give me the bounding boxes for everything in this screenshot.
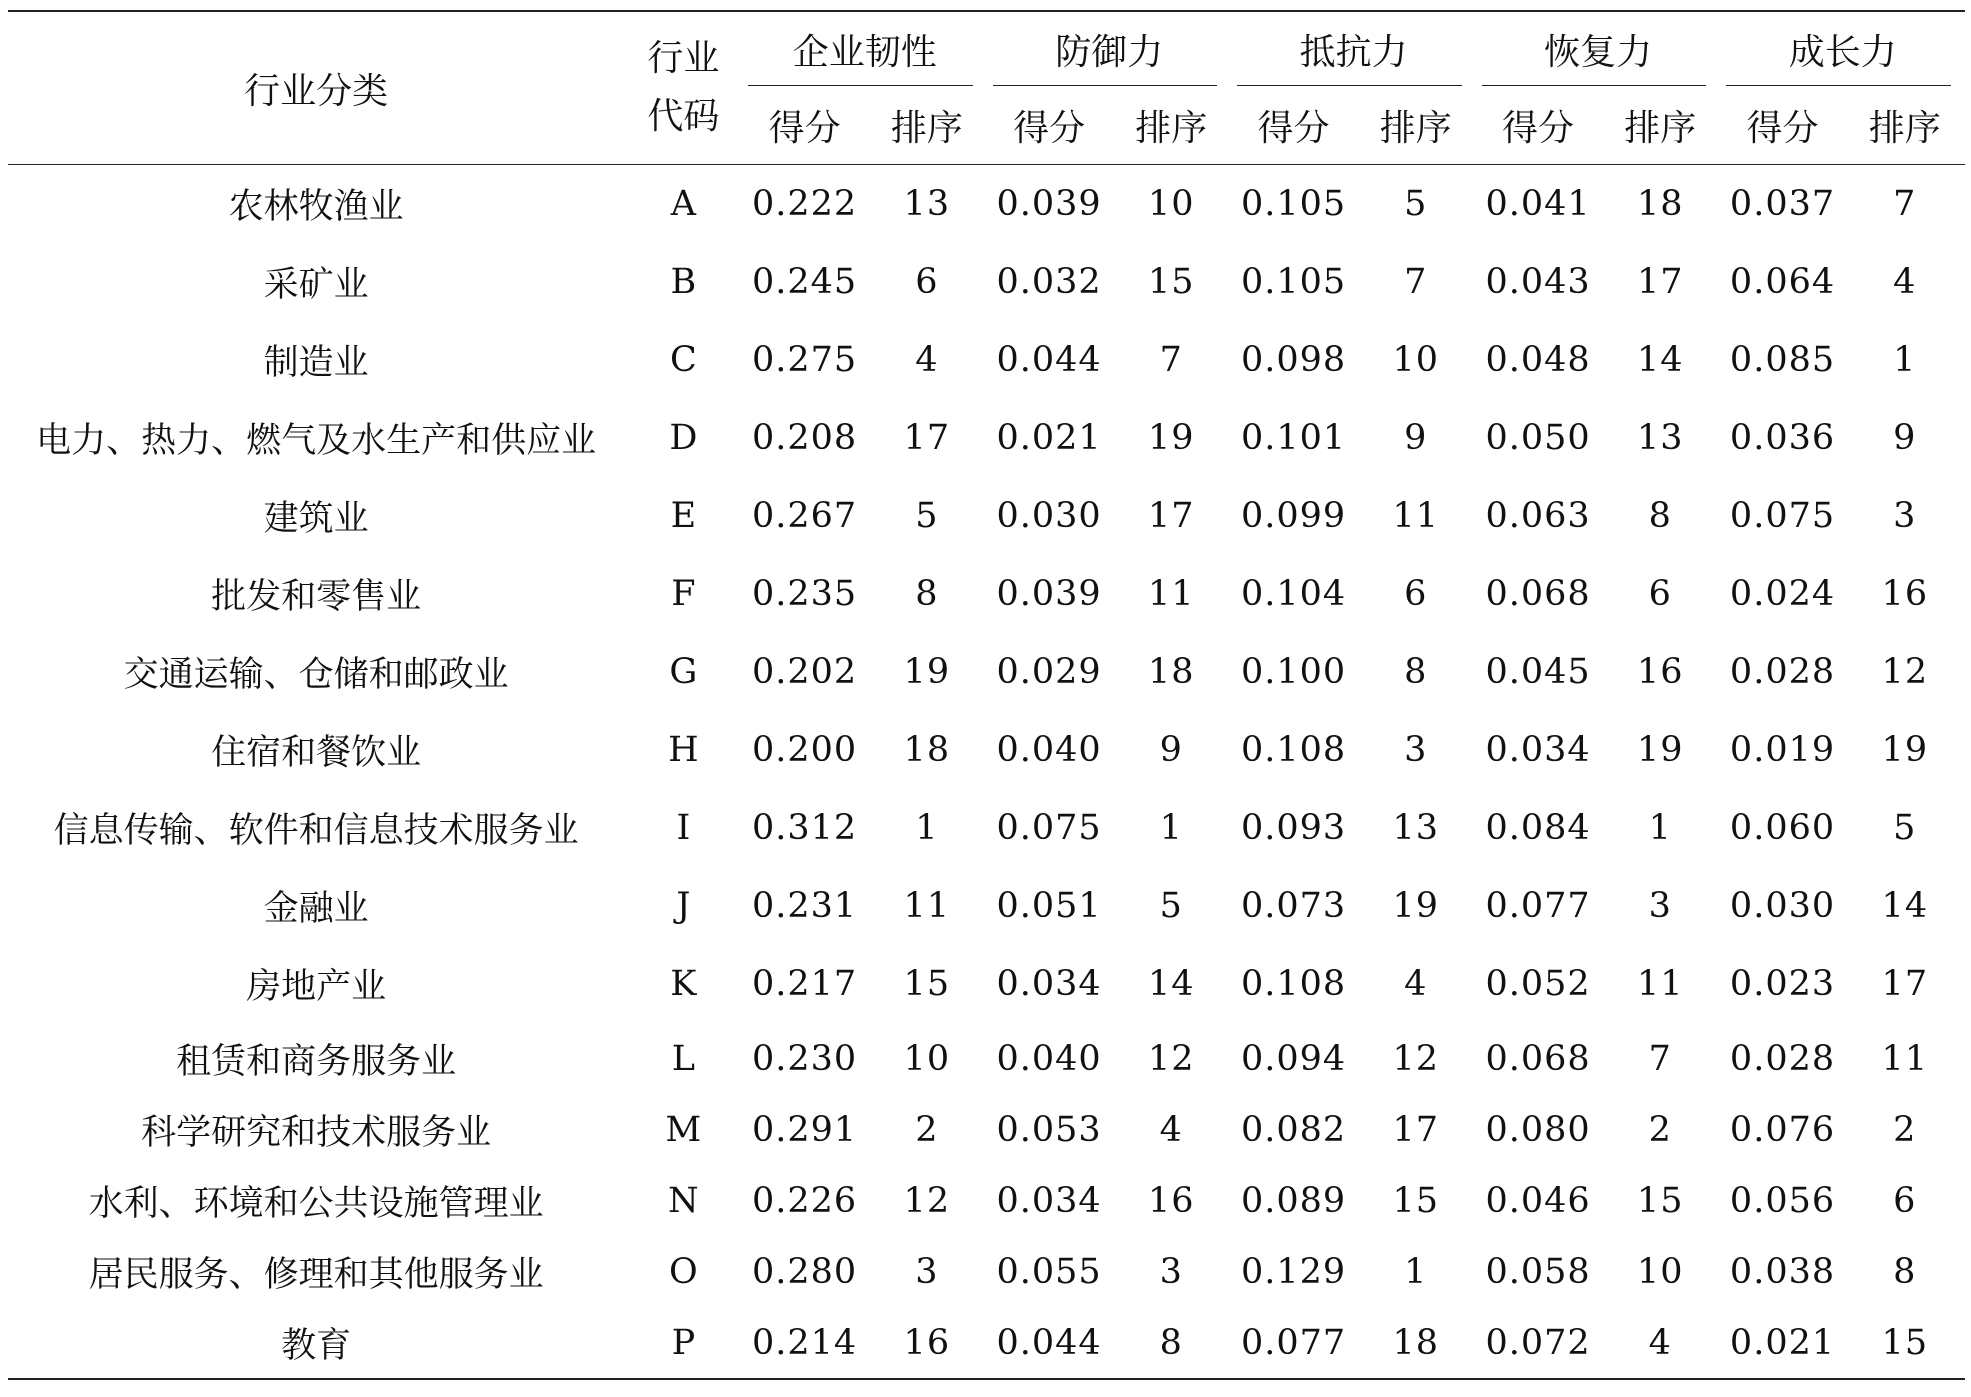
cell-defense-rank: 19: [1148, 418, 1195, 458]
cell-recovery-score: 0.041: [1485, 184, 1591, 224]
table-row: [8, 399, 1965, 477]
header-score: 得分: [987, 86, 1111, 165]
cell-growth-score: 0.021: [1720, 1307, 1844, 1379]
cell-recovery-rank: 10: [1637, 1251, 1684, 1292]
cell-recovery-rank: 16: [1637, 652, 1684, 692]
header-group-resilience: [742, 11, 986, 86]
cell-resistance-score: 0.108: [1240, 964, 1347, 1004]
cell-growth-rank: 15: [1845, 1307, 1965, 1379]
cell-resilience-rank: 15: [903, 964, 951, 1004]
cell-recovery-rank: 3: [1648, 886, 1672, 926]
cell-resistance-rank: 6: [1404, 574, 1428, 614]
cell-resilience-score: 0.280: [751, 1251, 858, 1292]
cell-defense-score: 0.051: [996, 886, 1102, 926]
header-score: 得分: [1231, 86, 1355, 165]
header-group-recovery: [1476, 11, 1720, 86]
cell-defense-score: 0.030: [996, 496, 1102, 536]
table-row: [8, 867, 1965, 945]
cell-resistance-score: 0.094: [1240, 1038, 1347, 1079]
cell-growth-score: 0.024: [1729, 574, 1836, 614]
cell-defense-score: 0.032: [996, 262, 1102, 302]
cell-industry-name: 农林牧渔业: [228, 187, 404, 227]
cell-growth-rank: 5: [1893, 808, 1917, 848]
cell-recovery-score: 0.068: [1485, 1038, 1591, 1079]
cell-defense-rank: 17: [1148, 496, 1195, 536]
header-rank: 排序: [1600, 86, 1720, 165]
cell-recovery-score: 0.050: [1485, 418, 1591, 458]
cell-defense-rank: 15: [1148, 262, 1195, 302]
cell-growth-rank: 7: [1893, 184, 1917, 224]
cell-growth-rank: 17: [1881, 964, 1929, 1004]
cell-resistance-score: 0.108: [1240, 730, 1347, 770]
cell-defense-score: 0.053: [996, 1109, 1102, 1150]
cell-recovery-rank: 11: [1637, 964, 1684, 1004]
header-rank: 排序: [1845, 86, 1965, 165]
cell-industry-code: P: [624, 1307, 742, 1379]
cell-industry-code: B: [670, 262, 697, 302]
cell-resilience-rank: 11: [903, 886, 951, 926]
cell-growth-score: 0.030: [1729, 886, 1836, 926]
header-score: 得分: [1720, 86, 1844, 165]
cell-defense-rank: 3: [1159, 1251, 1183, 1292]
table-row: [8, 321, 1965, 399]
cell-recovery-score: 0.048: [1485, 340, 1591, 380]
header-row-groups: [8, 11, 1965, 86]
cell-recovery-score: 0.084: [1485, 808, 1591, 848]
cell-growth-rank: 8: [1893, 1251, 1917, 1292]
cell-growth-rank: 6: [1893, 1180, 1917, 1221]
header-group-resistance: [1231, 11, 1475, 86]
cell-resilience-score: 0.217: [751, 964, 858, 1004]
cell-resistance-score: 0.077: [1231, 1307, 1355, 1379]
table-header: [8, 11, 1965, 165]
cell-defense-rank: 1: [1159, 808, 1183, 848]
cell-industry-name: 居民服务、修理和其他服务业: [88, 1254, 544, 1295]
cell-industry-code: K: [670, 964, 697, 1004]
cell-defense-score: 0.021: [996, 418, 1102, 458]
cell-defense-rank: 14: [1148, 964, 1195, 1004]
cell-growth-score: 0.075: [1729, 496, 1836, 536]
cell-resilience-score: 0.235: [751, 574, 858, 614]
cell-growth-rank: 16: [1881, 574, 1929, 614]
cell-industry-name: 建筑业: [263, 499, 369, 539]
table-row: [8, 1165, 1965, 1236]
cell-defense-score: 0.034: [996, 1180, 1102, 1221]
cell-recovery-score: 0.068: [1485, 574, 1591, 614]
cell-growth-score: 0.060: [1729, 808, 1836, 848]
cell-recovery-rank: 17: [1637, 262, 1684, 302]
cell-recovery-rank: 15: [1637, 1180, 1684, 1221]
cell-growth-rank: 2: [1893, 1109, 1917, 1150]
cell-recovery-rank: 2: [1648, 1109, 1672, 1150]
header-score: 得分: [742, 86, 866, 165]
cell-resistance-score: 0.099: [1240, 496, 1347, 536]
cell-defense-rank: 16: [1148, 1180, 1195, 1221]
header-code-line1: 行业: [647, 38, 720, 79]
cell-resistance-score: 0.105: [1240, 184, 1347, 224]
cell-growth-rank: 12: [1881, 652, 1929, 692]
cell-defense-score: 0.055: [996, 1251, 1102, 1292]
cell-defense-score: 0.039: [996, 184, 1102, 224]
table-row: [8, 477, 1965, 555]
header-group-growth: [1720, 11, 1965, 86]
cell-growth-score: 0.085: [1729, 340, 1836, 380]
cell-resistance-score: 0.129: [1240, 1251, 1347, 1292]
cell-growth-score: 0.037: [1729, 184, 1836, 224]
cell-recovery-rank: 18: [1637, 184, 1684, 224]
cell-recovery-rank: 13: [1637, 418, 1684, 458]
cell-industry-name: 科学研究和技术服务业: [141, 1112, 492, 1153]
cell-recovery-score: 0.072: [1476, 1307, 1600, 1379]
header-industry-code: [624, 11, 742, 165]
cell-recovery-rank: 1: [1648, 808, 1672, 848]
cell-resilience-score: 0.275: [751, 340, 858, 380]
cell-defense-score: 0.075: [996, 808, 1102, 848]
cell-resistance-score: 0.089: [1240, 1180, 1347, 1221]
cell-resilience-rank: 5: [915, 496, 939, 536]
header-score: 得分: [1476, 86, 1600, 165]
header-group-label: 恢复力: [1544, 31, 1653, 73]
cell-resistance-rank: 10: [1392, 340, 1440, 380]
table-row: [8, 711, 1965, 789]
cell-resilience-rank: 2: [915, 1109, 939, 1150]
cell-defense-score: 0.044: [987, 1307, 1111, 1379]
cell-industry-name: 水利、环境和公共设施管理业: [88, 1183, 544, 1224]
cell-growth-score: 0.056: [1729, 1180, 1836, 1221]
table-row: [8, 1307, 1965, 1379]
cell-defense-score: 0.039: [996, 574, 1102, 614]
cell-resilience-rank: 3: [915, 1251, 939, 1292]
cell-recovery-score: 0.063: [1485, 496, 1591, 536]
cell-growth-rank: 1: [1893, 340, 1917, 380]
cell-recovery-rank: 8: [1648, 496, 1672, 536]
cell-resilience-rank: 13: [903, 184, 951, 224]
table-body: [8, 165, 1965, 1380]
cell-recovery-score: 0.052: [1485, 964, 1591, 1004]
industry-resilience-table: [8, 10, 1965, 1380]
cell-defense-rank: 10: [1148, 184, 1195, 224]
cell-resilience-score: 0.245: [751, 262, 858, 302]
cell-recovery-score: 0.080: [1485, 1109, 1591, 1150]
cell-growth-score: 0.019: [1729, 730, 1836, 770]
cell-defense-score: 0.044: [996, 340, 1102, 380]
header-rank: 排序: [1111, 86, 1231, 165]
cell-industry-code: O: [669, 1251, 698, 1292]
cell-industry-name: 金融业: [263, 889, 369, 929]
cell-resilience-score: 0.208: [751, 418, 858, 458]
cell-industry-name: 住宿和餐饮业: [211, 733, 422, 773]
cell-growth-score: 0.028: [1729, 652, 1836, 692]
table-row: [8, 1094, 1965, 1165]
cell-industry-code: N: [668, 1180, 699, 1221]
cell-resilience-rank: 6: [915, 262, 939, 302]
cell-defense-rank: 12: [1148, 1038, 1195, 1079]
table-row: [8, 633, 1965, 711]
cell-industry-code: G: [669, 652, 698, 692]
cell-resistance-rank: 19: [1392, 886, 1440, 926]
cell-resistance-score: 0.101: [1240, 418, 1347, 458]
cell-growth-rank: 11: [1881, 1038, 1929, 1079]
cell-resilience-rank: 18: [903, 730, 951, 770]
cell-defense-rank: 8: [1111, 1307, 1231, 1379]
cell-resistance-score: 0.104: [1240, 574, 1347, 614]
cell-resilience-rank: 8: [915, 574, 939, 614]
table-row: [8, 1023, 1965, 1094]
cell-resistance-score: 0.098: [1240, 340, 1347, 380]
cell-defense-score: 0.034: [996, 964, 1102, 1004]
header-group-label: 防御力: [1055, 31, 1164, 73]
header-industry: 行业分类: [8, 11, 624, 165]
cell-resilience-score: 0.231: [751, 886, 858, 926]
cell-industry-code: E: [670, 496, 697, 536]
cell-defense-rank: 7: [1159, 340, 1183, 380]
cell-recovery-score: 0.058: [1485, 1251, 1591, 1292]
cell-resistance-rank: 17: [1392, 1109, 1440, 1150]
cell-resistance-rank: 18: [1356, 1307, 1476, 1379]
cell-industry-name: 租赁和商务服务业: [176, 1041, 457, 1082]
cell-resilience-score: 0.312: [751, 808, 858, 848]
header-group-defense: [987, 11, 1231, 86]
cell-resilience-score: 0.200: [751, 730, 858, 770]
cell-resilience-score: 0.226: [751, 1180, 858, 1221]
cell-resilience-rank: 16: [867, 1307, 987, 1379]
cell-resilience-score: 0.230: [751, 1038, 858, 1079]
cell-resistance-score: 0.073: [1240, 886, 1347, 926]
cell-defense-rank: 11: [1148, 574, 1195, 614]
table-row: [8, 1236, 1965, 1307]
cell-resistance-score: 0.082: [1240, 1109, 1347, 1150]
cell-resistance-rank: 4: [1404, 964, 1428, 1004]
cell-defense-rank: 18: [1148, 652, 1195, 692]
cell-industry-name: 电力、热力、燃气及水生产和供应业: [36, 421, 597, 461]
cell-growth-score: 0.064: [1729, 262, 1836, 302]
cell-industry-name: 交通运输、仓储和邮政业: [123, 655, 509, 695]
cell-growth-score: 0.076: [1729, 1109, 1836, 1150]
cell-recovery-rank: 19: [1637, 730, 1684, 770]
cell-recovery-score: 0.034: [1485, 730, 1591, 770]
cell-industry-code: A: [670, 184, 696, 224]
cell-growth-rank: 9: [1893, 418, 1917, 458]
cell-industry-name: 信息传输、软件和信息技术服务业: [53, 811, 579, 851]
cell-recovery-rank: 7: [1648, 1038, 1672, 1079]
table-row: [8, 555, 1965, 633]
cell-growth-score: 0.036: [1729, 418, 1836, 458]
table-row: [8, 945, 1965, 1023]
cell-industry-name: 制造业: [263, 343, 369, 383]
cell-resistance-rank: 7: [1404, 262, 1428, 302]
cell-growth-score: 0.023: [1729, 964, 1836, 1004]
cell-industry-code: M: [665, 1109, 702, 1150]
cell-growth-score: 0.038: [1729, 1251, 1836, 1292]
cell-resilience-rank: 4: [915, 340, 939, 380]
cell-defense-rank: 9: [1159, 730, 1183, 770]
cell-resistance-score: 0.105: [1240, 262, 1347, 302]
cell-resistance-rank: 15: [1392, 1180, 1440, 1221]
cell-resistance-score: 0.093: [1240, 808, 1347, 848]
cell-industry-name: 采矿业: [263, 265, 369, 305]
cell-industry-code: J: [676, 886, 691, 926]
cell-industry-name: 房地产业: [246, 967, 387, 1007]
header-code-line2: 代码: [647, 96, 720, 137]
header-rank: 排序: [867, 86, 987, 165]
cell-resilience-rank: 1: [915, 808, 939, 848]
table-row: [8, 243, 1965, 321]
header-group-label: 抵抗力: [1299, 31, 1408, 73]
header-rank: 排序: [1356, 86, 1476, 165]
cell-resistance-rank: 9: [1404, 418, 1428, 458]
cell-recovery-rank: 14: [1637, 340, 1684, 380]
cell-growth-score: 0.028: [1729, 1038, 1836, 1079]
cell-industry-name: 教育: [8, 1307, 624, 1379]
cell-resilience-score: 0.291: [751, 1109, 858, 1150]
cell-resilience-score: 0.202: [751, 652, 858, 692]
cell-resistance-rank: 1: [1404, 1251, 1428, 1292]
cell-defense-rank: 4: [1159, 1109, 1183, 1150]
cell-defense-score: 0.029: [996, 652, 1102, 692]
cell-resistance-rank: 3: [1404, 730, 1428, 770]
cell-industry-code: I: [676, 808, 691, 848]
cell-recovery-score: 0.043: [1485, 262, 1591, 302]
cell-resilience-rank: 10: [903, 1038, 951, 1079]
cell-resistance-rank: 8: [1404, 652, 1428, 692]
cell-industry-code: H: [668, 730, 699, 770]
cell-growth-rank: 3: [1893, 496, 1917, 536]
cell-growth-rank: 19: [1881, 730, 1929, 770]
cell-growth-rank: 14: [1881, 886, 1929, 926]
cell-resistance-rank: 12: [1392, 1038, 1440, 1079]
cell-recovery-score: 0.046: [1485, 1180, 1591, 1221]
cell-defense-score: 0.040: [996, 730, 1102, 770]
cell-industry-name: 批发和零售业: [211, 577, 422, 617]
cell-resilience-score: 0.222: [751, 184, 858, 224]
cell-recovery-score: 0.077: [1485, 886, 1591, 926]
cell-resilience-rank: 12: [903, 1180, 951, 1221]
cell-industry-code: D: [669, 418, 698, 458]
cell-resistance-rank: 5: [1404, 184, 1428, 224]
cell-recovery-rank: 4: [1600, 1307, 1720, 1379]
cell-industry-code: F: [671, 574, 696, 614]
cell-resistance-score: 0.100: [1240, 652, 1347, 692]
table-row: [8, 165, 1965, 244]
cell-defense-score: 0.040: [996, 1038, 1102, 1079]
cell-resistance-rank: 13: [1392, 808, 1440, 848]
cell-resistance-rank: 11: [1392, 496, 1440, 536]
cell-resilience-score: 0.267: [751, 496, 858, 536]
cell-resilience-rank: 17: [903, 418, 951, 458]
table-row: [8, 789, 1965, 867]
cell-resilience-rank: 19: [903, 652, 951, 692]
cell-growth-rank: 4: [1893, 262, 1917, 302]
header-group-label: 企业韧性: [792, 31, 937, 73]
cell-recovery-score: 0.045: [1485, 652, 1591, 692]
cell-defense-rank: 5: [1159, 886, 1183, 926]
header-group-label: 成长力: [1788, 31, 1897, 73]
cell-resilience-score: 0.214: [742, 1307, 866, 1379]
cell-industry-code: C: [669, 340, 697, 380]
cell-recovery-rank: 6: [1648, 574, 1672, 614]
cell-industry-code: L: [671, 1038, 695, 1079]
